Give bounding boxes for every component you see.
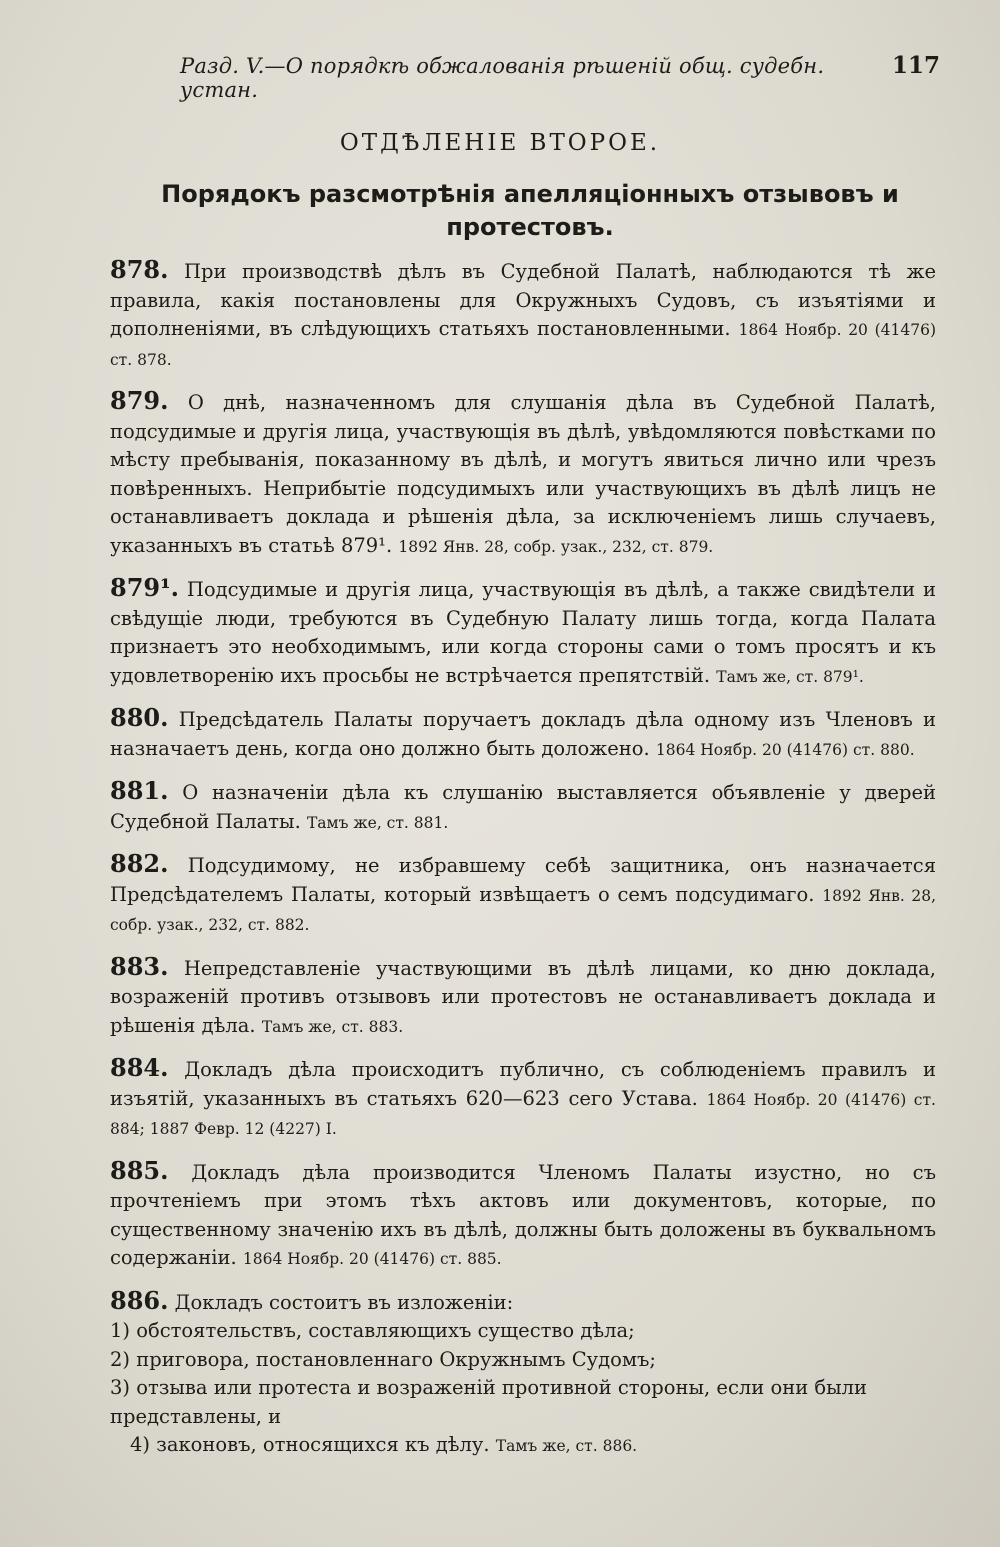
list-item: 3) отзыва или протеста и возраженій противной стороны, если они были представлены, и xyxy=(110,1376,868,1428)
article-number: 882. xyxy=(110,849,169,878)
article-list xyxy=(110,256,936,1474)
subtitle-line: протестовъ. xyxy=(446,213,614,241)
section-title: ОТДѢЛЕНІЕ ВТОРОЕ. xyxy=(339,130,661,156)
article-882 xyxy=(110,850,936,940)
article-reference: Тамъ же, ст. 886. xyxy=(495,1437,638,1455)
running-title: Разд. V.—О порядкѣ обжалованія рѣшеній общ. судебн. устан. xyxy=(180,54,825,102)
article-reference: Тамъ же, ст. 883. xyxy=(261,1017,404,1036)
article-880 xyxy=(110,704,936,764)
article-text: Непредставленіе участвующими въ дѣлѣ лицами, ко дню доклада, возраженій противъ отзывовъ или протестовъ не останавливаетъ доклада и рѣшенія дѣла. xyxy=(110,956,937,1037)
page-header xyxy=(180,52,940,102)
article-reference: 1864 Ноябр. 20 (41476) ст. 884; 1887 Февр. 12 (4227) I. xyxy=(110,1090,936,1138)
article-881 xyxy=(110,777,936,837)
article-number: 878. xyxy=(110,255,169,284)
article-text: Докладъ состоитъ въ изложеніи: xyxy=(174,1290,514,1314)
article-878 xyxy=(110,256,936,374)
article-number: 880. xyxy=(110,703,169,732)
article-reference: 1892 Янв. 28, собр. узак., 232, ст. 879. xyxy=(398,537,714,556)
article-number: 885. xyxy=(110,1155,169,1185)
list-item: 2) приговора, постановленнаго Окружнымъ Судомъ; xyxy=(110,1347,656,1371)
article-reference: 1864 Ноябр. 20 (41476) ст. 878. xyxy=(110,321,937,369)
article-text: Докладъ дѣла производится Членомъ Палаты изустно, но съ прочтеніемъ при этомъ тѣхъ актовъ или документовъ, которые, по существенному значенію ихъ въ дѣлѣ, должны быть доложены въ буквальномъ содержаніи. xyxy=(110,1160,936,1269)
article-reference: 1864 Ноябр. 20 (41476) ст. 885. xyxy=(242,1250,502,1268)
article-text: Подсудимые и другія лица, участвующія въ дѣлѣ, а также свидѣтели и свѣдущіе люди, требуются въ Судебную Палату лишь тогда, когда Палата признаетъ это необходимымъ, или когда стороны сами о томъ просятъ и къ удовлетворенію ихъ просьбы не встрѣчается препятствій. xyxy=(110,578,936,687)
article-text: О днѣ, назначенномъ для слушанія дѣла въ Судебной Палатѣ, подсудимые и другія лица, участвующія въ дѣлѣ, увѣдомляются повѣстками по мѣсту пребыванія, показанному въ дѣлѣ, и могутъ явиться лично или чрезъ повѣренныхъ. Неприбытіе подсудимыхъ или участвующихъ въ дѣлѣ лицъ не останавливаетъ доклада и рѣшенія дѣла, за исключеніемъ лишь случаевъ, указанныхъ въ статьѣ 879¹. xyxy=(110,391,937,557)
article-reference: Тамъ же, ст. 879¹. xyxy=(716,667,864,686)
article-number: 879. xyxy=(110,386,169,415)
article-885 xyxy=(110,1157,936,1274)
article-reference: 1864 Ноябр. 20 (41476) ст. 880. xyxy=(655,740,915,759)
article-number: 886. xyxy=(110,1285,169,1315)
article-text: Докладъ дѣла происходитъ публично, съ соблюденіемъ правилъ и изъятій, указанныхъ въ статьяхъ 620—623 сего Устава. xyxy=(110,1058,936,1110)
article-886 xyxy=(110,1287,936,1461)
article-number: 883. xyxy=(110,951,169,981)
article-text: О назначеніи дѣла къ слушанію выставляется объявленіе у дверей Судебной Палаты. xyxy=(110,781,936,833)
article-number: 879¹. xyxy=(110,573,179,602)
subtitle-line: Порядокъ разсмотрѣнія апелляціонныхъ отзывовъ и xyxy=(161,180,899,208)
article-reference: Тамъ же, ст. 881. xyxy=(306,813,449,832)
article-number: 881. xyxy=(110,776,169,805)
list-item xyxy=(110,1431,936,1461)
article-text: При производствѣ дѣлъ въ Судебной Палатѣ, наблюдаются тѣ же правила, какія постановлены для Окружныхъ Судовъ, съ изъятіями и дополненіями, въ слѣдующихъ статьяхъ постановленными. xyxy=(110,260,936,340)
article-reference: 1892 Янв. 28, собр. узак., 232, ст. 882. xyxy=(110,886,937,934)
article-text: Подсудимому, не избравшему себѣ защитника, онъ назначается Предсѣдателемъ Палаты, который извѣщаетъ о семъ подсудимаго. xyxy=(110,854,936,906)
article-text: Предсѣдатель Палаты поручаетъ докладъ дѣла одному изъ Членовъ и назначаетъ день, когда оно должно быть доложено. xyxy=(110,708,937,760)
list-item-text: 4) законовъ, относящихся къ дѣлу. xyxy=(130,1433,490,1456)
article-883 xyxy=(110,953,936,1042)
list-item: 1) обстоятельствъ, составляющихъ существо дѣла; xyxy=(110,1319,635,1342)
article-879 xyxy=(110,387,936,561)
section-subtitle xyxy=(140,178,920,244)
article-884 xyxy=(110,1054,936,1144)
article-number: 884. xyxy=(110,1053,169,1082)
article-intro xyxy=(110,1287,936,1318)
article-879-1 xyxy=(110,574,936,691)
page-number: 117 xyxy=(891,52,940,79)
